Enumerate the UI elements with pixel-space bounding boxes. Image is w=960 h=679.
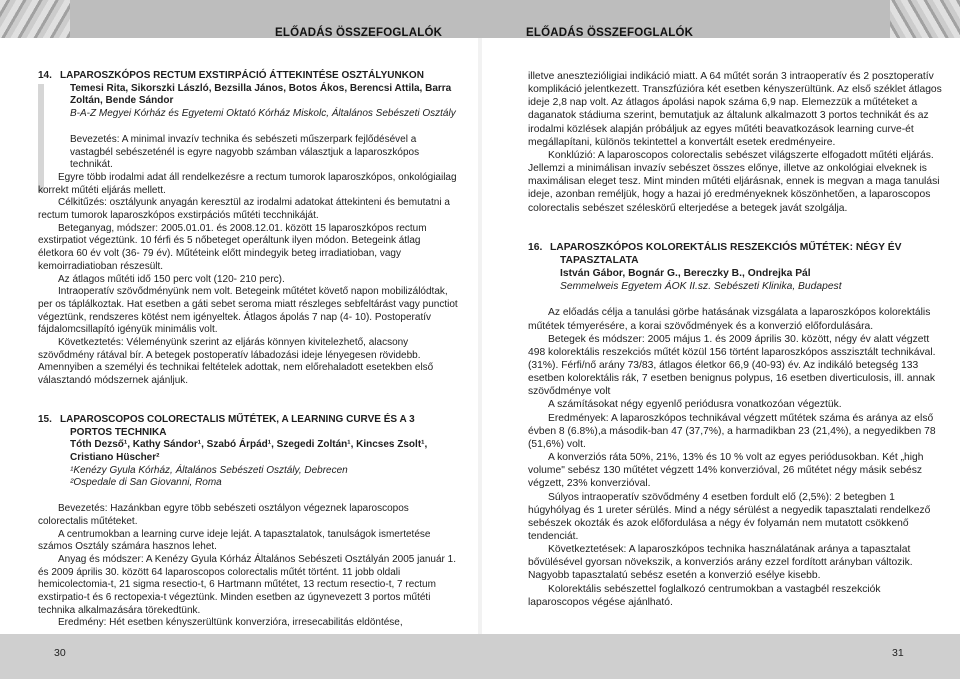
paragraph: illetve anesztezióligiai indikáció miatt. A 64 műtét során 3 intraoperatív és 2 posztoperatív komplikáció jelentkezett. Transzfúzióra két esetben kényszerültünk. Az első széklet átlagos ideje 2,8 nap volt. Az átlagos ápolási napok száma 6,9 nap. Elemezzük a műtéteket a daganatok stádiuma szerint, bemutatjuk az általunk alkalmazott 3 portos technikát és az irodalmi közlések alapján próbáljuk az egyes műtéti beavatkozások learning curve-ét megállapítani, különös tekintettel a konvertált esetek eredményeire.: [528, 71, 942, 148]
abstract-authors: Tóth Dezső¹, Kathy Sándor¹, Szabó Árpád¹, Szegedi Zoltán¹, Kincses Zsolt¹, Cristiano Hüscher²: [70, 439, 428, 463]
footer-band: [0, 634, 960, 679]
paragraph: A számításokat négy egyenlő periódusra vonatkozóan végeztük.: [548, 399, 842, 411]
paragraph: A konverziós ráta 50%, 21%, 13% és 10 % volt az egyes periódusokban. Két „high volume" sebész 130 műtétet végzett 14% konverzióval, 26 műtétet négy másik sebész végzett, 23% konverzióval.: [528, 452, 924, 490]
paragraph: Kolorektális sebészettel foglalkozó centrumokban a vastagbél reszekciók laparoscopos végése ajánlható.: [528, 583, 881, 608]
paragraph: Következtetések: A laparoszkópos technika használatának aránya a tapasztalat bővülésével gyorsan növekszik, a konverziós arány ezzel fordított arányban változik. Nagyobb tapasztalatú sebész esetén a konverzió esélye kisebb.: [528, 544, 913, 582]
header-decoration-left: [0, 0, 70, 38]
paragraph: Az előadás célja a tanulási görbe hatásának vizsgálata a laparoszkópos kolorektális műtétek témyerésére, a korai szövődmények és a konverzió előfordulására.: [528, 307, 931, 332]
paragraph: A centrumokban a learning curve ideje leját. A tapasztalatok, tanulságok ismertetése számos Osztály számára hasznos lehet.: [38, 528, 431, 553]
paragraph: Egyre több irodalmi adat áll rendelkezésre a rectum tumorok laparoszkópos, onkológiailag korrekt műtéti eljárás mellett.: [38, 171, 457, 196]
abstract-title: LAPAROSZKÓPOS RECTUM EXSTIRPÁCIÓ ÁTTEKINTÉSE OSZTÁLYUNKON: [60, 70, 424, 81]
running-title-right: ELŐADÁS ÖSSZEFOGLALÓK: [526, 27, 694, 39]
paragraph: Célkitűzés: osztályunk anyagán keresztül az irodalmi adatokat áttekinteni és bemutatni a rectum tumorok laparoszkópos exstirpációs műtéti tecchnikáját.: [38, 197, 450, 222]
paragraph: Következtetés: Véleményünk szerint az eljárás könnyen kivitelezhető, alacsony szövődmény rátával bír. A betegek postoperatív lábadozási ideje lényegesen rövidebb. Amennyiben a személyi és technikai feltételek adottak, nem előrehaladott esetekben első választandó módszernek ajánljuk.: [38, 337, 434, 387]
paragraph: Az átlagos műtéti idő 150 perc volt (120- 210 perc).: [58, 273, 285, 285]
running-title-left: ELŐADÁS ÖSSZEFOGLALÓK: [275, 27, 443, 39]
abstract-number: 16.: [528, 241, 543, 253]
paragraph: Eredmények: A laparoszkópos technikával végzett műtétek száma és aránya az első évben 8 (6.8%),a második-ban 47 (37,7%), a harmadikban 23 (21,4%), a negyedikben 78 (51,6%) volt.: [528, 412, 936, 450]
abstract-number: 14.: [38, 70, 52, 81]
left-column: [38, 70, 458, 630]
abstract-number: 15.: [38, 413, 52, 425]
paragraph: Intraoperatív szövődményünk nem volt. Betegeink műtétet követő napon mobilizálódtak, per os táplálkoztak. Hat esetben a gáti sebet seroma miatt részleges sebfeltárást vagy punctiot végeztünk, rendszeres kötést nem igényeltek. Átlagos ápolás 7 nap (4- 10). Postoperatív fájdalomcsillapító igényük minimális volt.: [38, 286, 458, 336]
paragraph: Súlyos intraoperatív szövődmény 4 esetben fordult elő (2,5%): 2 betegben 1 húgyhólyag és 1 ureter sérülés. Mind a négy sérülést a negyedik tapasztalati rendelkező sebészek okozták és azok előfordulása a négy év folyamán nem mutatott csökkenő tendenciát.: [528, 491, 931, 542]
abstract-affiliation-1: ¹Kenézy Gyula Kórház, Általános Sebészeti Osztály, Debrecen: [70, 464, 348, 476]
header-decoration-right: [890, 0, 960, 38]
paragraph: Betegek és módszer: 2005 május 1. és 2009 április 30. között, négy év alatt végzett 498 kolorektális reszekciós műtét közül 156 történt laparoszkópos asszisztált technikával. (31%). Férfi/nő arány 73/83, átlagos életkor 66,9 (40-93) év. Az indikáló betegség 133 esetben kolorektális rák, 7 esetben benignus polypus, 16 esetben diverticulosis, ill. annak szövődménye volt: [528, 333, 936, 398]
paragraph: Bevezetés: A minimal invazív technika és sebészeti műszerpark fejlődésével a vastagbél sebészeténél is egyre nagyobb számban választjuk a laparoszkópos technikát.: [70, 133, 420, 171]
right-column: [528, 70, 942, 609]
abstract-authors: Temesi Rita, Sikorszki László, Bezsilla János, Botos Ákos, Berencsi Attila, Barra Zoltán, Bende Sándor: [70, 82, 452, 107]
abstract-15: [38, 414, 458, 490]
abstract-authors: István Gábor, Bognár G., Bereczky B., Ondrejka Pál: [560, 268, 811, 280]
paragraph: Konklúzió: A laparoscopos colorectalis sebészet világszerte elfogadott műtéti eljárás. Jellemzi a minimálisan invazív sebészet összes előnye, illetve az onkológiai elveknek is maximálisan eleget tesz. Mint minden műtéti eljárásnak, ennek is megvan a maga tanulási ideje, azonban reméljük, hogy a hazai jó eredményeknek köszönhetően, a laparoscopos colorectalis sebészet széleskörű elterjedése a betegek javát szolgálja.: [528, 149, 940, 214]
abstract-title: LAPAROSCOPOS COLORECTALIS MŰTÉTEK, A LEARNING CURVE ÉS A 3 PORTOS TECHNIKA: [60, 413, 415, 438]
abstract-title: LAPAROSZKÓPOS KOLOREKTÁLIS RESZEKCIÓS MŰTÉTEK: NÉGY ÉV TAPASZTALATA: [550, 241, 902, 266]
paragraph: Anyag és módszer: A Kenézy Gyula Kórház Általános Sebészeti Osztályán 2005 január 1. és 2009 április 30. között 64 laparoscopos colorectalis műtét történt. 11 jobb oldali hemicolectomia-t, 21 sigma resectio-t, 6 Hartmann műtétet, 13 rectum resectio-t, 7 rectum exstirpatio-t és 6 rectopexia-t végeztünk. Minden esetben az úgynevezett 3 portos műtéti technika alkalmazására törekedtünk.: [38, 553, 457, 616]
paragraph: Beteganyag, módszer: 2005.01.01. és 2008.12.01. között 15 laparoszkópos rectum exstirpatiot végeztünk. 10 férfi és 5 nőbeteget operáltunk ilyen módon. Betegeink átlag életkora 60 év volt (36- 79 év). Műtéteink előtt mindegyik beteg irradiatioban, vagy kemoirradiatioban részesült.: [38, 222, 427, 272]
paragraph: Eredmény: Hét esetben kényszerültünk konverzióra, irresecabilitás eldöntése,: [58, 617, 403, 629]
abstract-14: [38, 70, 458, 121]
page-number-left: 30: [54, 647, 66, 659]
abstract-16: [528, 241, 942, 294]
abstract-affiliation: Semmelweis Egyetem ÁOK II.sz. Sebészeti Klinika, Budapest: [560, 281, 842, 293]
paragraph: Bevezetés: Hazánkban egyre több sebészeti osztályon végeznek laparoscopos colorectalis műtéteket.: [38, 503, 409, 527]
abstract-affiliation-2: ²Ospedale di San Giovanni, Roma: [70, 477, 222, 489]
page-number-right: 31: [892, 647, 904, 659]
page-gutter: [478, 0, 482, 679]
header-band: [0, 0, 960, 38]
abstract-affiliation: B-A-Z Megyei Kórház és Egyetemi Oktató Kórház Miskolc, Általános Sebészeti Osztály: [70, 108, 456, 120]
abstract-14-body: [38, 134, 458, 172]
